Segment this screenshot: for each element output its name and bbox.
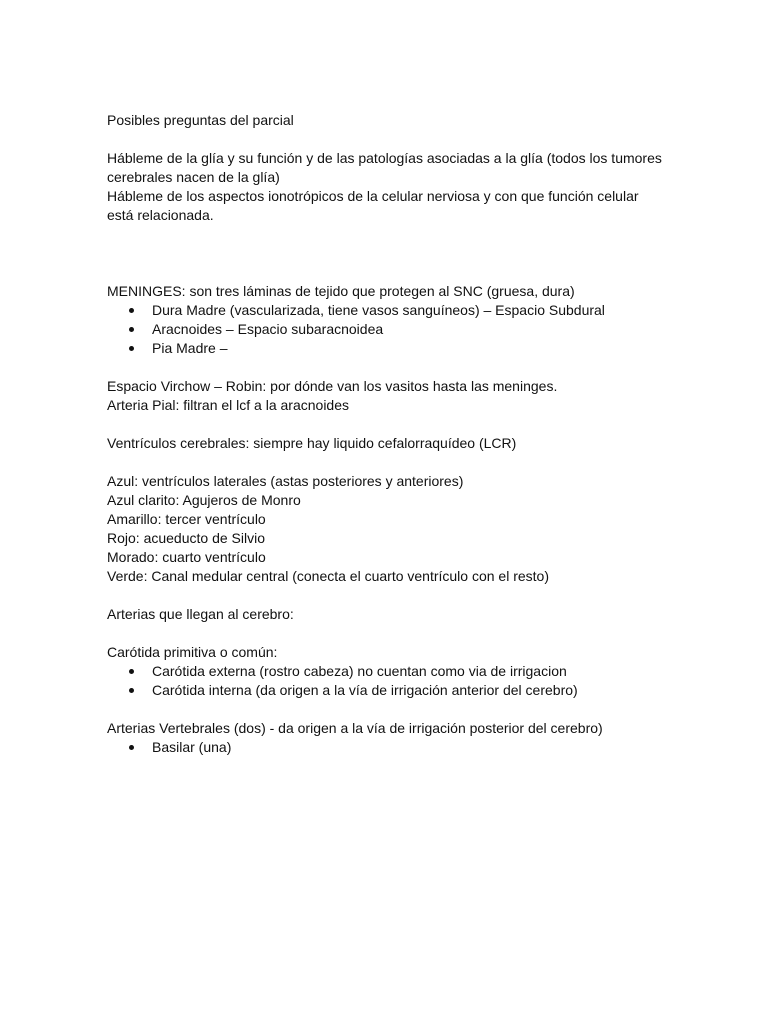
list-item-text: Carótida externa (rostro cabeza) no cuentan como via de irrigacion <box>152 663 567 679</box>
question-ionotropic: Hábleme de los aspectos ionotrópicos de la celular nerviosa y con que función celular está relacionada. <box>107 188 639 223</box>
blank-line <box>107 700 667 719</box>
bullet-icon <box>129 346 134 351</box>
list-item-text: Carótida interna (da origen a la vía de irrigación anterior del cerebro) <box>152 682 578 698</box>
bullet-icon <box>129 327 134 332</box>
ventriculos-line: Ventrículos cerebrales: siempre hay liquido cefalorraquídeo (LCR) <box>107 435 517 451</box>
bullet-icon <box>129 308 134 313</box>
arteria-pial-line: Arteria Pial: filtran el lcf a la aracnoides <box>107 397 349 413</box>
blank-line <box>107 453 667 472</box>
color-line-verde: Verde: Canal medular central (conecta el cuarto ventrículo con el resto) <box>107 568 550 584</box>
list-item <box>107 738 667 757</box>
list-item <box>107 681 667 700</box>
vertebrales-heading: Arterias Vertebrales (dos) - da origen a la vía de irrigación posterior del cerebro) <box>107 720 603 736</box>
blank-line <box>107 624 667 643</box>
color-line-rojo: Rojo: acueducto de Silvio <box>107 530 265 546</box>
list-item <box>107 320 667 339</box>
bullet-icon <box>129 745 134 750</box>
color-line-amarillo: Amarillo: tercer ventrículo <box>107 511 266 527</box>
color-line-morado: Morado: cuarto ventrículo <box>107 549 266 565</box>
bullet-icon <box>129 669 134 674</box>
list-item <box>107 339 667 358</box>
color-line-azul-clarito: Azul clarito: Agujeros de Monro <box>107 492 301 508</box>
list-item <box>107 662 667 681</box>
list-item-text: Pia Madre – <box>152 340 228 356</box>
meninges-heading: MENINGES: son tres láminas de tejido que protegen al SNC (gruesa, dura) <box>107 283 575 299</box>
list-item <box>107 301 667 320</box>
vertebrales-list <box>107 738 667 757</box>
document-title: Posibles preguntas del parcial <box>107 112 294 128</box>
list-item-text: Aracnoides – Espacio subaracnoidea <box>152 321 384 337</box>
color-line-azul: Azul: ventrículos laterales (astas posteriores y anteriores) <box>107 473 464 489</box>
question-glia: Hábleme de la glía y su función y de las patologías asociadas a la glía (todos los tumores cerebrales nacen de la glía) <box>107 150 662 185</box>
carotida-heading: Carótida primitiva o común: <box>107 644 278 660</box>
document-body <box>107 111 667 757</box>
list-item-text: Basilar (una) <box>152 739 232 755</box>
blank-line <box>107 130 667 149</box>
carotida-list <box>107 662 667 700</box>
blank-lines <box>107 225 667 282</box>
arterias-heading: Arterias que llegan al cerebro: <box>107 606 294 622</box>
meninges-list <box>107 301 667 358</box>
blank-line <box>107 358 667 377</box>
blank-line <box>107 586 667 605</box>
list-item-text: Dura Madre (vascularizada, tiene vasos sanguíneos) – Espacio Subdural <box>152 302 605 318</box>
blank-line <box>107 415 667 434</box>
bullet-icon <box>129 688 134 693</box>
espacio-virchow-line: Espacio Virchow – Robin: por dónde van los vasitos hasta las meninges. <box>107 378 558 394</box>
